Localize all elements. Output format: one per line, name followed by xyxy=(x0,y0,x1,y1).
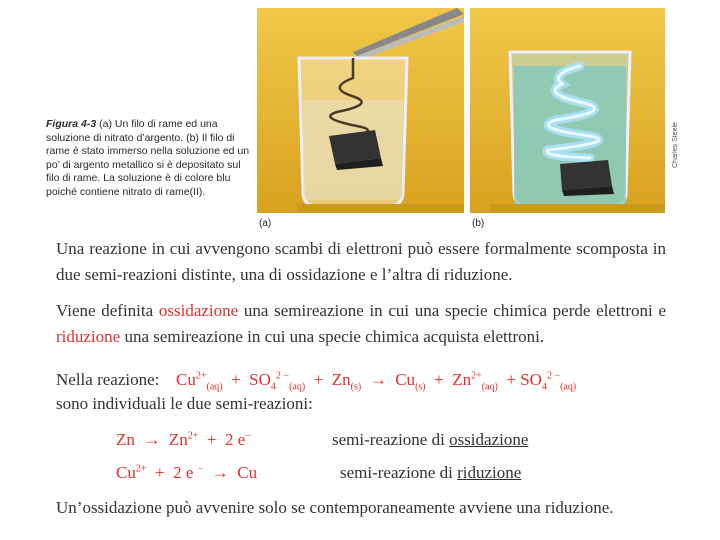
half-reaction-reduction-equation: $Cu^{2+} + 2$ e − → Cu xyxy=(116,463,258,482)
term-riduzione: riduzione xyxy=(56,327,121,346)
closing-sentence: Un’ossidazione può avvenire solo se contemporaneamente avviene una riduzione. xyxy=(56,498,614,517)
photo-a xyxy=(257,8,464,213)
definition-part1: Viene definita xyxy=(56,301,159,320)
oxidation-term: ossidazione xyxy=(449,430,529,449)
reaction-followup: sono individuali le due semi-reazioni: xyxy=(56,394,313,413)
term-ossidazione: ossidazione xyxy=(158,301,239,320)
half-reaction-oxidation-equation: $Zn \to Zn^{2+} + 2$ e− xyxy=(116,430,251,449)
reaction-equation: $Cu^{2+}_{(aq)} + SO_4^{2 -}_{(aq)} + Zn_{(s)} \to Cu_{(s)} + Zn^{2+}_{(aq)} + SO_4^{2 -}_{(aq)}$ xyxy=(176,370,577,393)
photo-credit: Charles Steele xyxy=(672,122,679,168)
intro-paragraph: Una reazione in cui avvengono scambi di elettroni può essere formalmente scomposta in due semi-reazioni distinte, una di ossidazione e l’altra di riduzione. xyxy=(56,239,666,284)
figure-caption xyxy=(46,118,251,200)
half-reaction-oxidation-label xyxy=(332,430,528,450)
photo-b xyxy=(470,8,665,213)
oxidation-label-text: semi-reazione di xyxy=(332,430,450,449)
photo-a-label: (a) xyxy=(259,218,272,229)
half-reaction-reduction-label xyxy=(340,463,521,483)
reduction-term: riduzione xyxy=(457,463,522,482)
definition-paragraph xyxy=(56,298,666,350)
caption-text: (a) Un filo di rame ed una soluzione di nitrato d’argento. (b) Il filo di rame è stato immerso nella soluzione ed un po’ di argento metallico si è depositato sul filo di rame. La soluzione è di colore blu poiché contiene nitrato di rame(II). xyxy=(46,118,250,198)
definition-part2: una semireazione in cui una specie chimica perde elettroni e xyxy=(238,301,666,320)
caption-label: Figura 4-3 xyxy=(46,118,97,130)
reduction-label-text: semi-reazione di xyxy=(340,463,458,482)
photo-b-label: (b) xyxy=(472,218,485,229)
reaction-intro: Nella reazione: xyxy=(56,370,160,389)
definition-part3: una semireazione in cui una specie chimica acquista elettroni. xyxy=(120,327,545,346)
